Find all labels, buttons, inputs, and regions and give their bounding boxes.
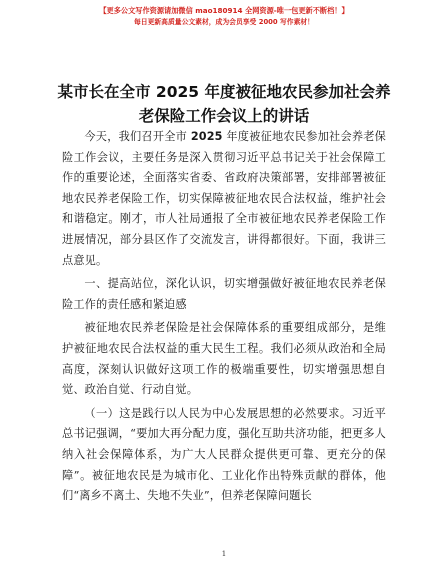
section-1-paragraph: 被征地农民养老保险是社会保障体系的重要组成部分，是维护被征地农民合法权益的重大民生工程。我们必须从政治和全局高度，深刻认识做好这项工作的极端重要性，切实增强思想自觉、政治自觉、行动自觉。 bbox=[62, 321, 386, 397]
subsection-1-paragraph: （一）这是践行以人民为中心发展思想的必然要求。习近平总书记强调，“要加大再分配力度，强化互助共济功能，把更多人纳入社会保障体系，为广大人民群众提供更可靠、更充分的保障”。被征地农民是为城市化、工业化作出特殊贡献的群体，他们“离乡不离土、失地不失业”，但养老保障问题长 bbox=[62, 406, 386, 503]
document-body bbox=[62, 127, 386, 507]
opening-year: 2025 bbox=[190, 130, 223, 143]
section-heading-1: 一、提高站位，深化认识，切实增强做好被征地农民养老保险工作的责任感和紧迫感 bbox=[62, 277, 386, 311]
document-title bbox=[54, 80, 394, 128]
page-number: 1 bbox=[221, 550, 227, 558]
promo-banner bbox=[0, 5, 448, 28]
document-title-line-1: 某市长在全市 2025 年度被征地农民参加社会养 bbox=[57, 83, 391, 101]
opening-text-rest: 年度被征地农民参加社会养老保险工作会议，主要任务是深入贯彻习近平总书记关于社会保障工作的重要论述，全面落实省委、省政府决策部署，安排部署被征地农民养老保险工作，切实保障被征地农民合法权益，维护社会和谐稳定。刚才，市人社局通报了全市被征地农民养老保险工作进展情况，部分县区作了交流发言，讲得都很好。下面，我讲三点意见。 bbox=[62, 130, 387, 267]
promo-banner-line-2: 每日更新高质量公文素材，成为会员享受 2000 写作素材！ bbox=[134, 18, 314, 26]
promo-banner-line-1: 【更多公文写作资源请加微信 mao180914 全网资源-唯一包更新不断档！】 bbox=[99, 6, 349, 15]
document-title-line-2: 老保险工作会议上的讲话 bbox=[138, 107, 310, 125]
opening-text-start: 今天，我们召开全市 bbox=[84, 130, 191, 143]
opening-paragraph bbox=[62, 127, 386, 271]
